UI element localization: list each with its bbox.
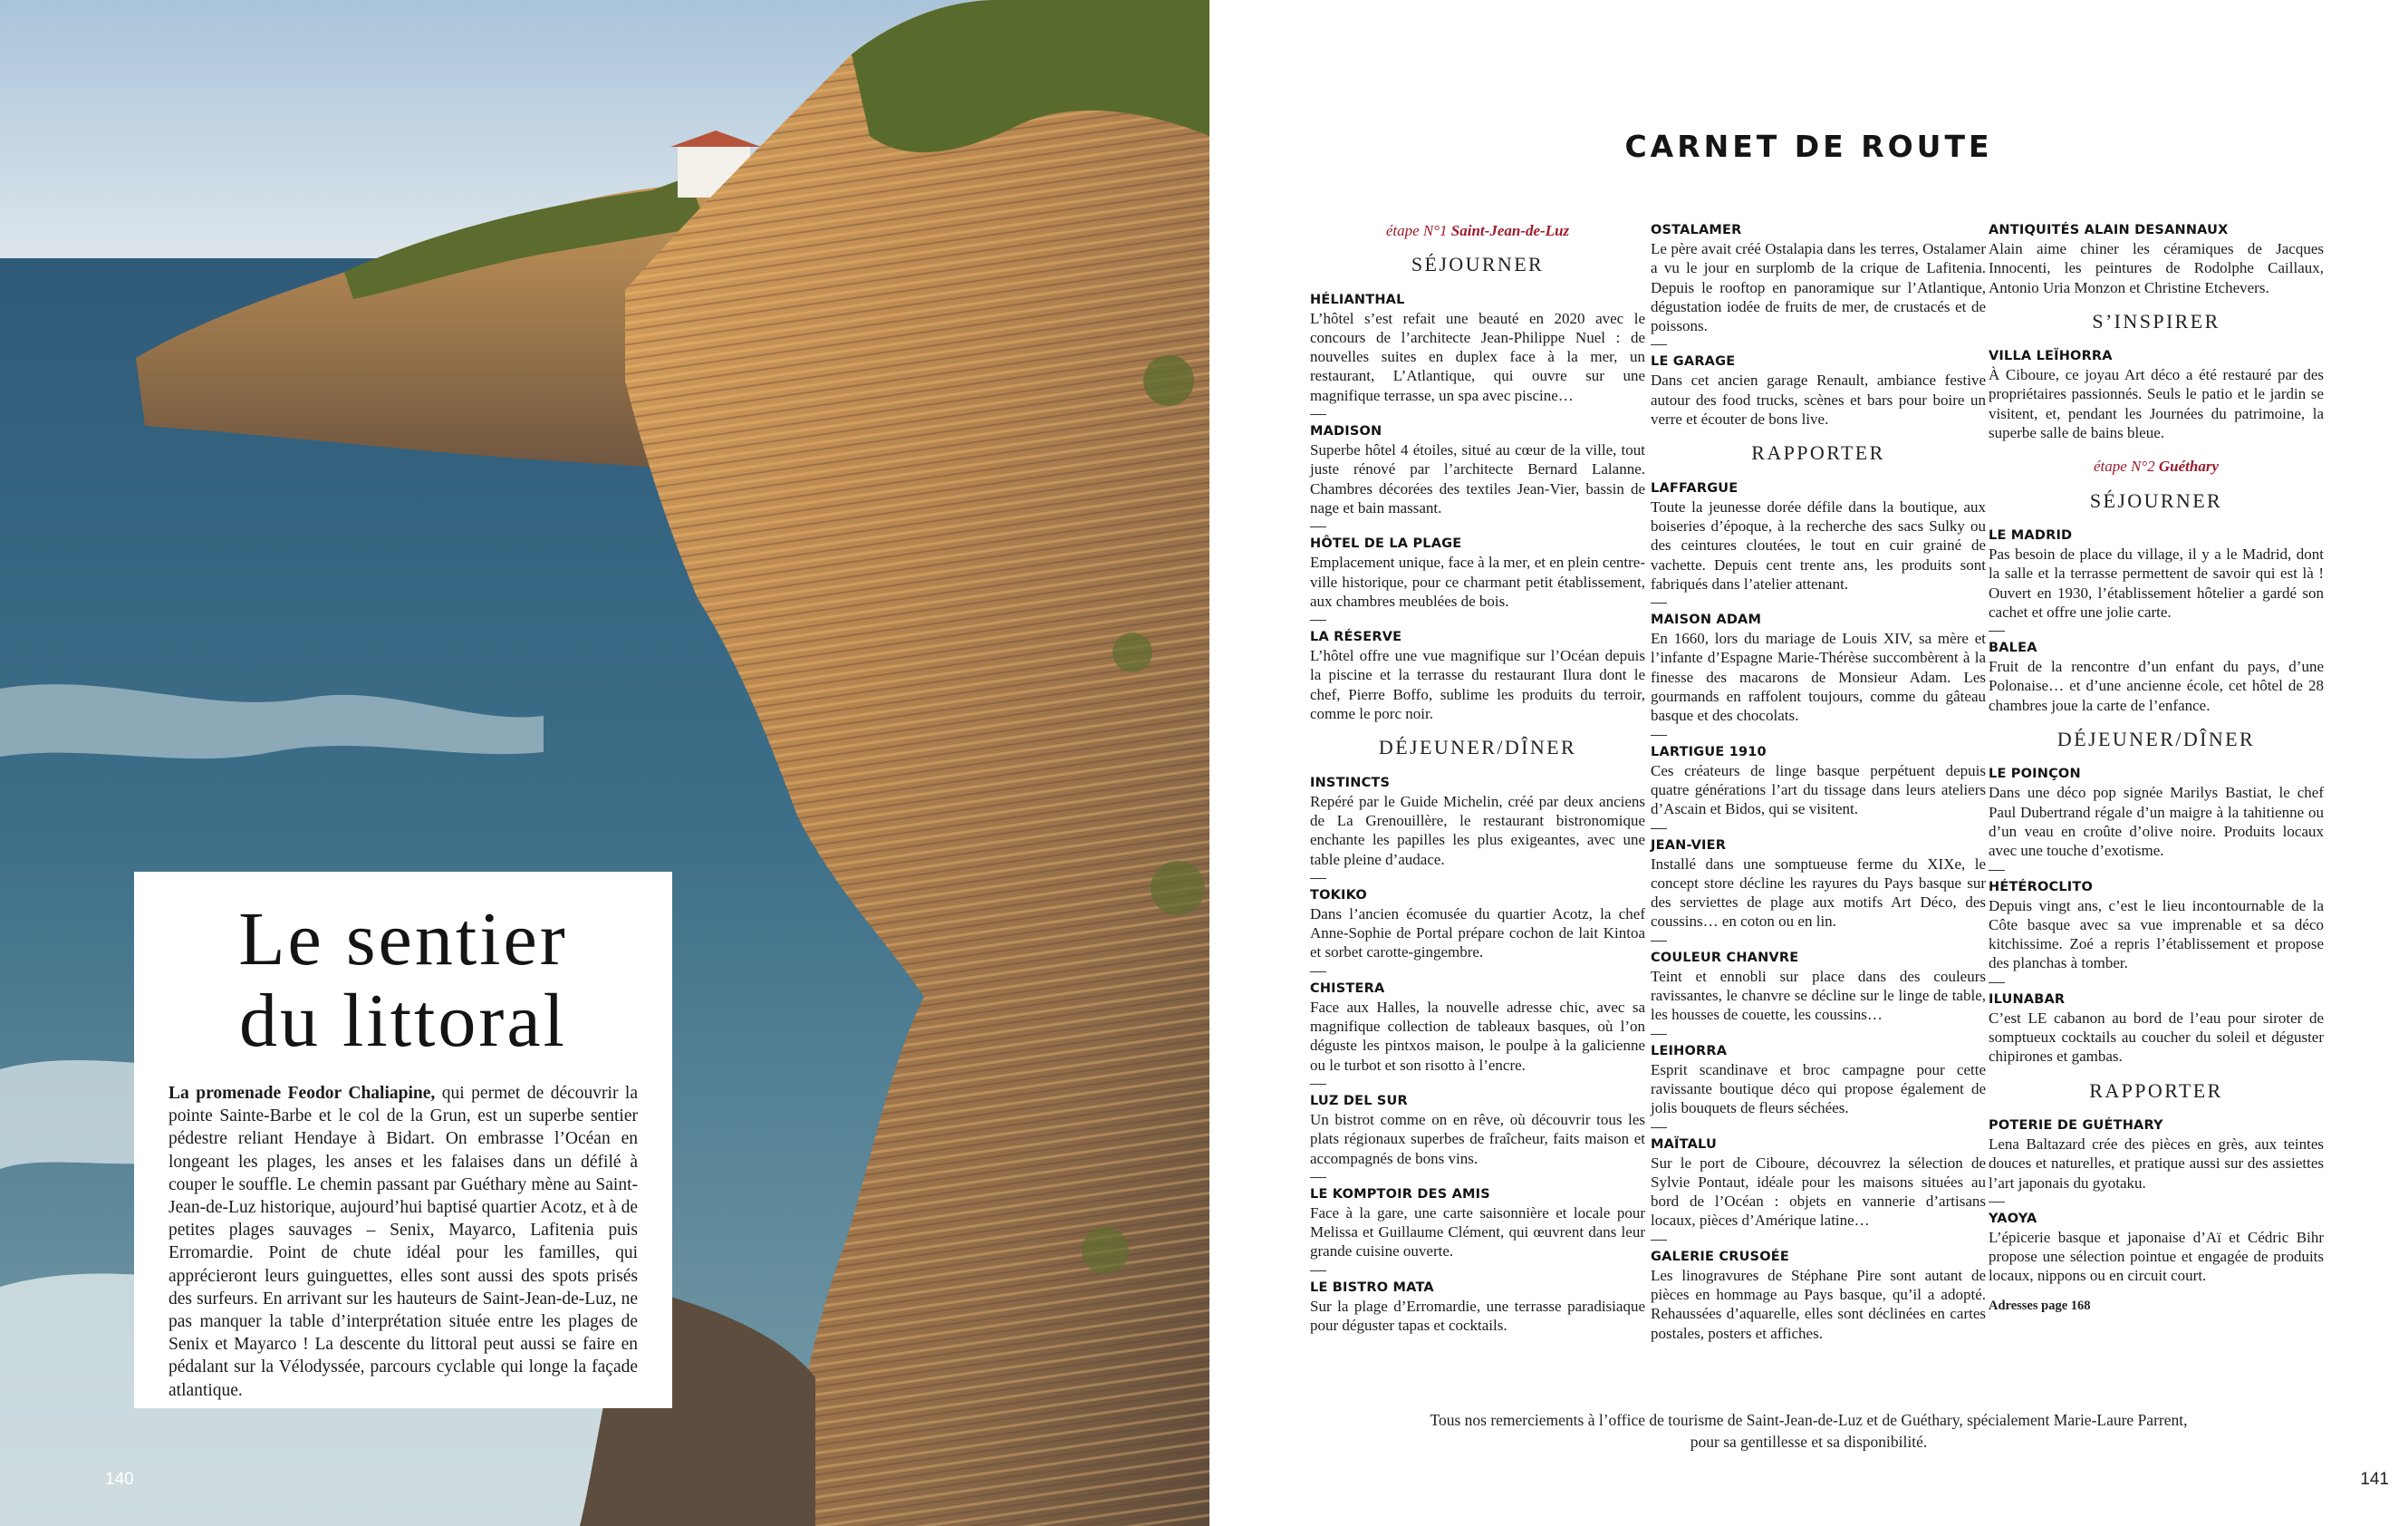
entry-name: MAISON ADAM [1651,613,1762,628]
list-item [1651,611,1986,735]
list-item [1651,353,1986,429]
entry-description: Toute la jeunesse dorée défile dans la boutique, aux boiseries d’époque, à la recherche des sacs Sulky ou des ceintures cloutées, le tout en cuir grainé de vachette. Depuis cent trente ans, les produits sont fabriqués dans l’atelier attenant. [1651,497,1986,593]
entry-description: Face à la gare, une carte saisonnière et locale pour Melissa et Guillaume Clément, qui œuvrent dans leur grande cuisine ouverte. [1310,1203,1645,1260]
list-item [1651,949,1986,1035]
list-item [1651,1042,1986,1128]
category-sejourner: SÉJOURNER [1411,253,1545,276]
category-dejeuner-diner: DÉJEUNER/DÎNER [1378,736,1577,759]
separator [1651,735,1667,736]
title-box [134,872,672,1408]
list-item [1989,765,2324,870]
entry-description: Face aux Halles, la nouvelle adresse chic, avec sa magnifique collection de tableaux basques, où l’on déguste les pintxos maison, le poulpe à la galicienne ou le turbot et son risotto à l’encre. [1310,998,1645,1074]
page-number-right: 141 [2360,1470,2389,1489]
separator [1651,941,1667,942]
entry-name: BALEA [1989,641,2037,656]
list-item [1651,743,1986,829]
list-item [1651,1135,1986,1241]
entry-name: HÉTÉROCLITO [1989,879,2094,894]
entry-name: YAOYA [1989,1211,2037,1226]
list-item [1310,535,1645,621]
list-item [1651,836,1986,942]
acknowledgements-line-1: Tous nos remerciements à l’office de tourisme de Saint-Jean-de-Luz et de Guéthary, spécialement Marie-Laure Parrent, [1430,1411,2188,1429]
entry-name: LA RÉSERVE [1310,630,1402,645]
entry-description: Le père avait créé Ostalapia dans les terres, Ostalamer a vu le jour en surplomb de la crique de Lafitenia. Depuis le rooftop en panoramique sur l’Atlantique, dégustation iodée de fruits de mer, de crustacés et de poissons. [1651,240,1986,335]
entry-description: Un bistrot comme on en rêve, où découvrir tous les plats régionaux superbes de fraîcheur, faits maison et accompagnés de bons vins. [1310,1110,1645,1167]
entry-description: Superbe hôtel 4 étoiles, situé au cœur de la ville, tout juste rénové par l’architecte Bernard Lalanne. Chambres décorées des textiles Jean-Vier, bassin de nage et bain massant. [1310,441,1645,517]
intro-paragraph [169,1082,638,1402]
list-item [1310,291,1645,415]
section-title: CARNET DE ROUTE [1624,129,1993,164]
entry-name: ANTIQUITÉS ALAIN DESANNAUX [1989,223,2229,237]
separator [1310,620,1326,621]
column-2 [1651,221,1986,1350]
list-item [1651,1248,1986,1343]
entry-description: À Ciboure, ce joyau Art déco a été restauré par des propriétaires passionnés. Seuls le patio et le jardin se visitent, et, pendant les Journées du patrimoine, la superbe salle de bains bleue. [1989,366,2324,442]
entry-description: En 1660, lors du mariage de Louis XIV, sa mère et l’infante d’Espagne Marie-Thérèse succombèrent à la finesse des macarons de Monsieur Adam. Les gourmands en raffolent toujours, comme du gâteau basque et des chocolats. [1651,630,1986,725]
entry-description: Installé dans une somptueuse ferme du XIXe, le concept store décline les rayures du Pays basque sur des serviettes de plage aux motifs Art Déco, des coussins… en coton ou en lin. [1651,855,1986,931]
list-item [1310,886,1645,972]
list-item [1651,221,1986,345]
entry-description: Sur la plage d’Erromardie, une terrasse paradisiaque pour déguster tapas et cocktails. [1310,1297,1645,1334]
page-number-left: 140 [105,1470,134,1489]
entry-description: Sur le port de Ciboure, découvrez la sélection de Sylvie Pontaut, idéale pour les maisons situées au bord de l’Océan : objets en vannerie d’artisans locaux, pièces d’Amérique latine… [1651,1154,1986,1230]
entry-name: TOKIKO [1310,887,1367,903]
separator [1310,971,1326,972]
list-item [1989,347,2324,442]
entry-name: ILUNABAR [1989,991,2066,1007]
separator [1651,828,1667,829]
entry-name: LEIHORRA [1651,1043,1728,1058]
stage-2-heading [1989,457,2324,476]
category-sinspirer: S’INSPIRER [2092,309,2220,333]
entry-description: Teint et ennobli sur place dans des couleurs ravissantes, le chanvre se décline sur le linge de table, les housses de couette, les coussins… [1651,967,1986,1024]
entry-name: HÉLIANTHAL [1310,292,1405,307]
separator [1651,1240,1667,1241]
entry-description: Dans une déco pop signée Marilys Bastiat, le chef Paul Dubertrand régale d’un maigre à la tahitienne ou d’un veau en croûte d’olive noire. Produits locaux avec une touche d’exotisme. [1989,784,2324,860]
list-item [1310,1185,1645,1271]
entry-description: Emplacement unique, face à la mer, et en plein centre-ville historique, pour ce charmant petit établissement, aux chambres meublées de bois. [1310,554,1645,610]
category-rapporter-2: RAPPORTER [2089,1078,2223,1102]
headline-line-2: du littoral [239,979,567,1063]
category-rapporter: RAPPORTER [1751,441,1885,465]
separator [1651,603,1667,604]
entry-description: C’est LE cabanon au bord de l’eau pour siroter de somptueux cocktails au coucher du soleil et déguster chipirones et gambas. [1989,1009,2324,1066]
entry-description: Les linogravures de Stéphane Pire sont autant de pièces en hommage au Pays basque, qu’il a adopté. Rehaussées d’aquarelle, elles sont déclinées en cartes postales, posters et affiches. [1651,1266,1986,1342]
entry-description: Pas besoin de place du village, il y a le Madrid, dont la salle et la terrasse permettent de savoir qui est là ! Ouvert en 1930, l’établissement hôtelier a gardé son cachet et offre une jolie carte. [1989,545,2324,621]
separator [1310,526,1326,527]
category-sejourner-2: SÉJOURNER [2089,488,2223,512]
entry-name: LE GARAGE [1651,354,1736,370]
list-item [1310,422,1645,527]
stage-2-place: Guéthary [2158,458,2220,476]
list-item [1989,878,2324,983]
entry-description: Ces créateurs de linge basque perpétuent depuis quatre générations l’art du tissage dans leurs ateliers d’Ascain et Bidos, qui se visitent. [1651,761,1986,818]
entry-description: Dans l’ancien écomusée du quartier Acotz, la chef Anne-Sophie de Portal prépare cochon de lait Kintoa et sorbet carotte-gingembre. [1310,904,1645,961]
list-item [1310,628,1645,723]
right-page [1209,0,2408,1526]
intro-body: qui permet de découvrir la pointe Sainte-Barbe et le col de la Grun, est un superbe sentier pédestre reliant Hendaye à Bidart. On embrasse l’Océan en longeant les plages, les anses et les falaises dans un défilé à couper le souffle. Le chemin passant par Guéthary mène au Saint-Jean-de-Luz historique, aujourd’hui baptisé quartier Acotz, et à de petites plages sauvages – Senix, Mayarco, Lafitenia puis Erromardie. Point de chute idéal pour les familles, qui apprécieront leurs guinguettes, elles sont aussi des spots prisés des surfeurs. En arrivant sur les hauteurs de Saint-Jean-de-Luz, ne pas manquer la table d’interprétation située entre les plages de Senix et Mayarco ! La descente du littoral peut aussi se faire en pédalant sur la Vélodyssée, parcours cyclable qui longe la façade atlantique. [169,1084,639,1400]
column-1 [1310,221,1645,1342]
entry-name: INSTINCTS [1310,775,1391,790]
list-item [1310,980,1645,1085]
acknowledgements-line-2: pour sa gentillesse et sa disponibilité. [1690,1433,1928,1451]
separator [1989,982,2005,983]
stage-1-label: étape N°1 [1385,222,1451,239]
stage-1-place: Saint-Jean-de-Luz [1450,222,1570,239]
separator [1310,1084,1326,1085]
list-item [1989,221,2324,297]
entry-name: MADISON [1310,424,1382,439]
entry-name: HÔTEL DE LA PLAGE [1310,536,1462,552]
entry-name: LARTIGUE 1910 [1651,744,1767,759]
entry-name: LE MADRID [1989,527,2073,543]
entry-name: CHISTERA [1310,980,1385,996]
entry-name: COULEUR CHANVRE [1651,950,1799,965]
entry-description: Esprit scandinave et broc campagne pour cette ravissante boutique déco qui propose également de jolis bouquets de fleurs séchées. [1651,1060,1986,1117]
list-item [1310,774,1645,879]
entry-description: L’hôtel s’est refait une beauté en 2020 avec le concours de l’architecte Jean-Philippe Nuel : de nouvelles suites en duplex face à la mer, un restaurant, L’Atlantique, qui ouvre sur une magnifique terrasse, un spa avec piscine… [1310,309,1645,404]
entry-description: Dans cet ancien garage Renault, ambiance festive autour des food trucks, scènes et bars pour boire un verre et écouter de bons live. [1651,372,1986,429]
list-item [1989,1116,2324,1202]
headline [169,899,638,1062]
list-item [1989,990,2324,1067]
entry-name: LE KOMPTOIR DES AMIS [1310,1186,1490,1202]
addresses-reference: Adresses page 168 [1989,1298,2091,1313]
separator [1651,344,1667,345]
entry-name: LUZ DEL SUR [1310,1093,1408,1108]
list-item [1989,639,2324,715]
separator [1310,1270,1326,1271]
acknowledgements [1209,1409,2408,1453]
list-item [1989,1210,2324,1286]
separator [1651,1034,1667,1035]
entry-description: L’épicerie basque et japonaise d’Aï et Cédric Bihr propose une sélection pointue et engagée de produits locaux, nippons ou en circuit court. [1989,1228,2324,1285]
list-item [1310,1279,1645,1336]
entry-name: LAFFARGUE [1651,480,1739,496]
intro-lead: La promenade Feodor Chaliapine, [169,1084,436,1103]
separator [1651,1127,1667,1128]
entry-name: GALERIE CRUSOÉE [1651,1249,1789,1264]
separator [1310,1177,1326,1178]
separator [1989,631,2005,632]
entry-description: Fruit de la rencontre d’un enfant du pays, d’une Polonaise… et d’une ancienne école, cet hôtel de 28 chambres joue la carte de l’enfance. [1989,658,2324,714]
entry-name: MAÏTALU [1651,1136,1717,1152]
list-item [1989,526,2324,632]
entry-name: POTERIE DE GUÉTHARY [1989,1117,2163,1133]
entry-name: LE POINÇON [1989,767,2081,782]
category-dejeuner-diner-2: DÉJEUNER/DÎNER [2056,728,2256,751]
entry-description: Depuis vingt ans, c’est le lieu incontournable de la Côte basque avec sa vue imprenable et sa déco kitchissime. Zoé a repris l’établissement et propose des planchas à tomber. [1989,896,2324,972]
entry-name: LE BISTRO MATA [1310,1280,1434,1295]
column-3 [1989,221,2324,1316]
list-item [1310,1092,1645,1178]
separator [1310,878,1326,879]
entry-description: Lena Baltazard crée des pièces en grès, aux teintes douces et naturelles, et pratique aussi sur des assiettes l’art japonais du gyotaku. [1989,1135,2324,1192]
separator [1989,870,2005,871]
stage-1-heading [1310,221,1645,240]
separator [1310,414,1326,415]
entry-name: JEAN-VIER [1651,837,1727,853]
list-item [1651,479,1986,604]
entry-description: Repéré par le Guide Michelin, créé par deux anciens de La Grenouillère, le restaurant bistronomique enchante les papilles les plus exigeantes, avec une table pleine d’audace. [1310,792,1645,868]
entry-name: OSTALAMER [1651,223,1742,237]
headline-line-1: Le sentier [238,897,568,981]
entry-name: VILLA LEÏHORRA [1989,349,2113,364]
stage-2-label: étape N°2 [2093,458,2159,476]
entry-description: Alain aime chiner les céramiques de Jacques Innocenti, les peintures de Rodolphe Caillaux, Antonio Uria Monzon et Christine Etchevers. [1989,240,2324,296]
entry-description: L’hôtel offre une vue magnifique sur l’Océan depuis la piscine et la terrasse du restaurant Ilura dont le chef, Pierre Boffo, sublime les produits du terroir, comme le porc noir. [1310,647,1645,723]
